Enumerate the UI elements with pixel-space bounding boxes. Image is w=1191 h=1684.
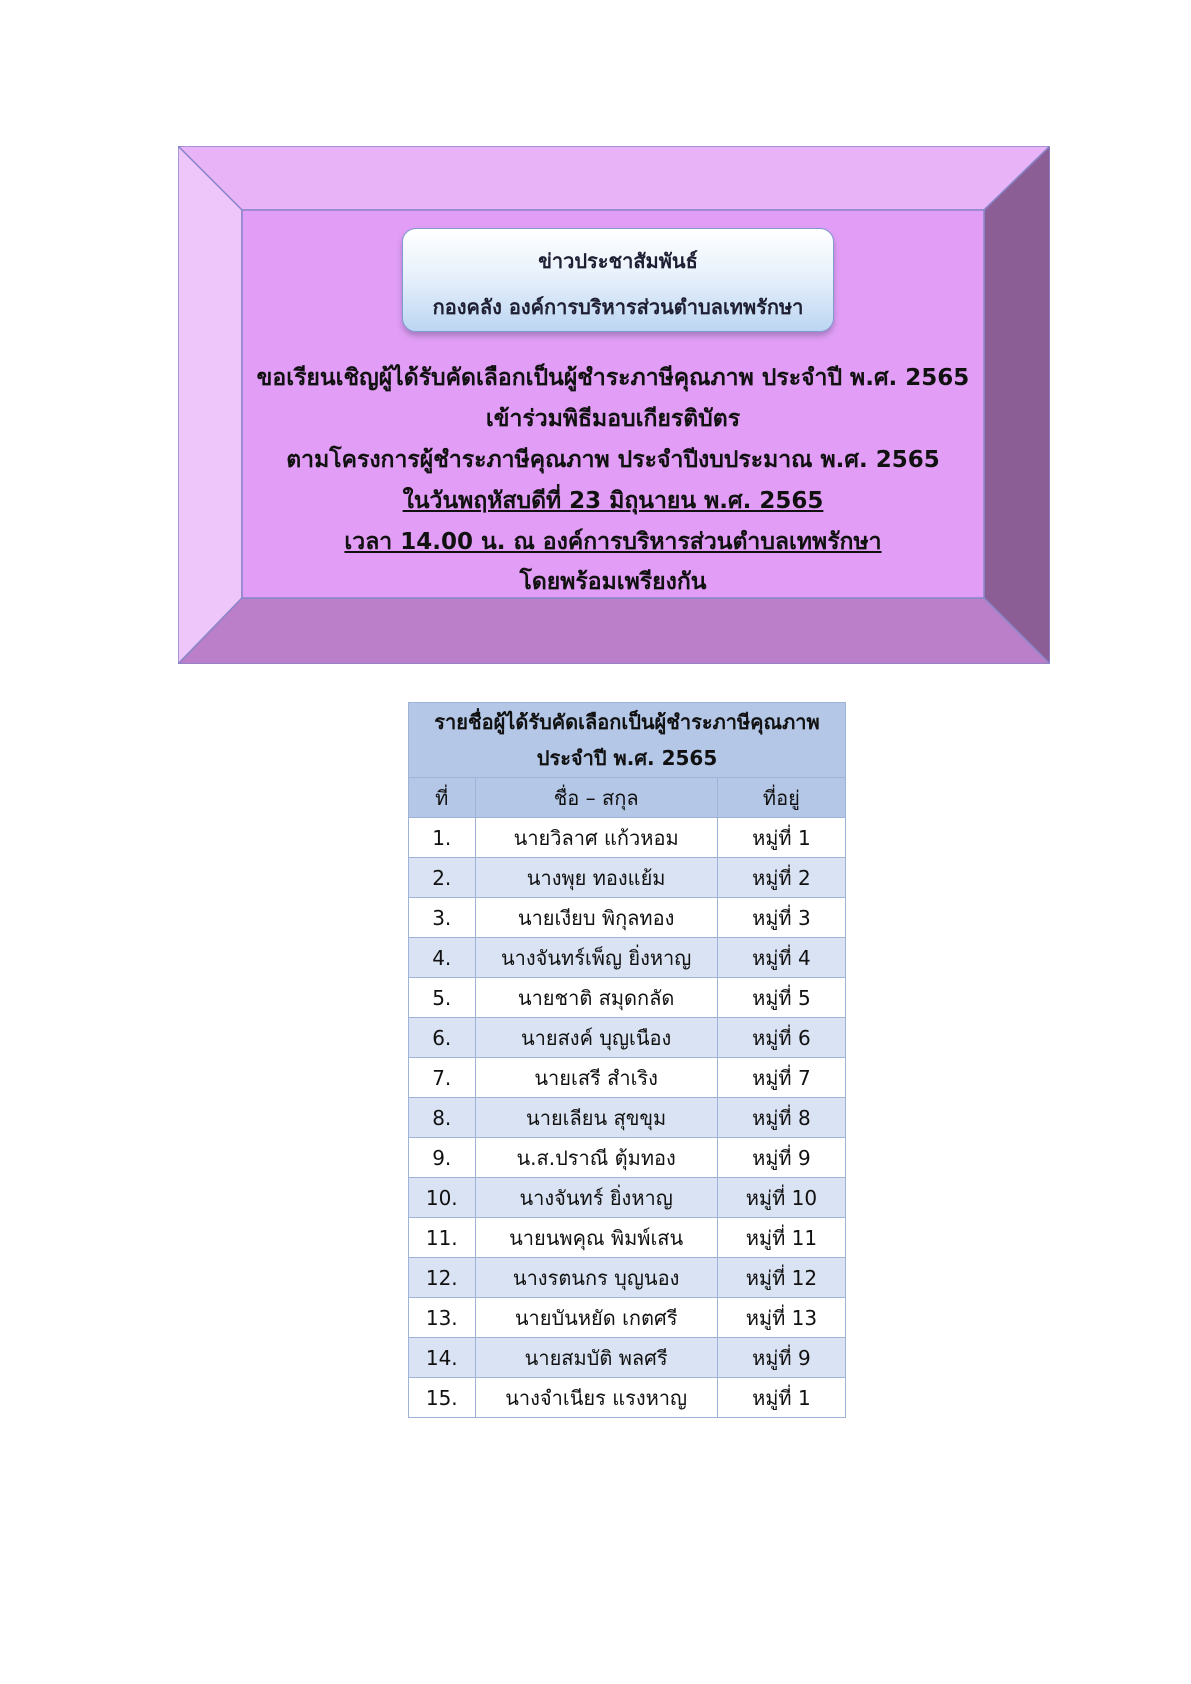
honorees-table [408, 702, 846, 1418]
cell-name: นายวิลาศ แก้วหอม [475, 818, 717, 858]
cell-name: นายสงค์ บุญเนือง [475, 1018, 717, 1058]
header-address: ที่อยู่ [717, 778, 845, 818]
cell-no: 9. [409, 1138, 476, 1178]
badge-title: ข่าวประชาสัมพันธ์ [538, 249, 698, 273]
table-row [409, 938, 846, 978]
table-row [409, 1058, 846, 1098]
project-line: ตามโครงการผู้ชำระภาษีคุณภาพ ประจำปีงบประมาณ พ.ศ. 2565 [286, 447, 940, 473]
cell-name: นายเลียน สุขขุม [475, 1098, 717, 1138]
header-name: ชื่อ – สกุล [475, 778, 717, 818]
cell-name: นายชาติ สมุดกลัด [475, 978, 717, 1018]
cell-no: 4. [409, 938, 476, 978]
announcement-body [242, 210, 984, 598]
cell-address: หมู่ที่ 13 [717, 1298, 845, 1338]
time-venue-line: เวลา 14.00 น. ณ องค์การบริหารส่วนตำบลเทพรักษา [344, 529, 882, 555]
cell-name: นางรตนกร บุญนอง [475, 1258, 717, 1298]
closing-line: โดยพร้อมเพรียงกัน [519, 569, 707, 595]
cell-address: หมู่ที่ 8 [717, 1098, 845, 1138]
badge-subtitle: กองคลัง องค์การบริหารส่วนตำบลเทพรักษา [432, 295, 804, 319]
cell-name: นายบันหยัด เกตศรี [475, 1298, 717, 1338]
table-row [409, 978, 846, 1018]
cell-address: หมู่ที่ 9 [717, 1338, 845, 1378]
table-title-line2: ประจำปี พ.ศ. 2565 [536, 746, 718, 770]
invitation-line: ขอเรียนเชิญผู้ได้รับคัดเลือกเป็นผู้ชำระภาษีคุณภาพ ประจำปี พ.ศ. 2565 [256, 365, 970, 391]
table-row [409, 1018, 846, 1058]
cell-name: นายสมบัติ พลศรี [475, 1338, 717, 1378]
table-row [409, 1178, 846, 1218]
cell-no: 13. [409, 1298, 476, 1338]
cell-address: หมู่ที่ 1 [717, 818, 845, 858]
cell-no: 10. [409, 1178, 476, 1218]
table-row [409, 818, 846, 858]
cell-address: หมู่ที่ 6 [717, 1018, 845, 1058]
cell-address: หมู่ที่ 4 [717, 938, 845, 978]
table-row [409, 1338, 846, 1378]
cell-address: หมู่ที่ 9 [717, 1138, 845, 1178]
ceremony-line: เข้าร่วมพิธีมอบเกียรติบัตร [485, 406, 741, 432]
table-row [409, 1378, 846, 1418]
cell-no: 6. [409, 1018, 476, 1058]
table-header-row [409, 778, 846, 818]
cell-no: 7. [409, 1058, 476, 1098]
cell-no: 14. [409, 1338, 476, 1378]
cell-name: นายนพคุณ พิมพ์เสน [475, 1218, 717, 1258]
cell-address: หมู่ที่ 11 [717, 1218, 845, 1258]
cell-name: นายเงียบ พิกุลทอง [475, 898, 717, 938]
table-row [409, 858, 846, 898]
header-no: ที่ [409, 778, 476, 818]
cell-no: 15. [409, 1378, 476, 1418]
cell-address: หมู่ที่ 12 [717, 1258, 845, 1298]
table-row [409, 898, 846, 938]
cell-name: นางจำเนียร แรงหาญ [475, 1378, 717, 1418]
table-row [409, 1298, 846, 1338]
date-line: ในวันพฤหัสบดีที่ 23 มิถุนายน พ.ศ. 2565 [402, 488, 824, 514]
cell-address: หมู่ที่ 7 [717, 1058, 845, 1098]
cell-address: หมู่ที่ 2 [717, 858, 845, 898]
cell-no: 12. [409, 1258, 476, 1298]
cell-address: หมู่ที่ 5 [717, 978, 845, 1018]
cell-no: 3. [409, 898, 476, 938]
header-badge [402, 228, 834, 332]
cell-address: หมู่ที่ 1 [717, 1378, 845, 1418]
table-row [409, 1138, 846, 1178]
table-title-line1: รายชื่อผู้ได้รับคัดเลือกเป็นผู้ชำระภาษีคุณภาพ [434, 710, 820, 734]
cell-address: หมู่ที่ 3 [717, 898, 845, 938]
cell-name: น.ส.ปราณี ตุ้มทอง [475, 1138, 717, 1178]
announcement-frame [178, 146, 1050, 664]
cell-no: 11. [409, 1218, 476, 1258]
table-row [409, 1098, 846, 1138]
cell-no: 2. [409, 858, 476, 898]
table-title [409, 703, 846, 778]
cell-name: นางจันทร์ ยิ่งหาญ [475, 1178, 717, 1218]
cell-address: หมู่ที่ 10 [717, 1178, 845, 1218]
table-row [409, 1218, 846, 1258]
cell-no: 8. [409, 1098, 476, 1138]
table-row [409, 1258, 846, 1298]
cell-no: 5. [409, 978, 476, 1018]
cell-name: นางพุย ทองแย้ม [475, 858, 717, 898]
cell-no: 1. [409, 818, 476, 858]
cell-name: นายเสรี สำเริง [475, 1058, 717, 1098]
cell-name: นางจันทร์เพ็ญ ยิ่งหาญ [475, 938, 717, 978]
